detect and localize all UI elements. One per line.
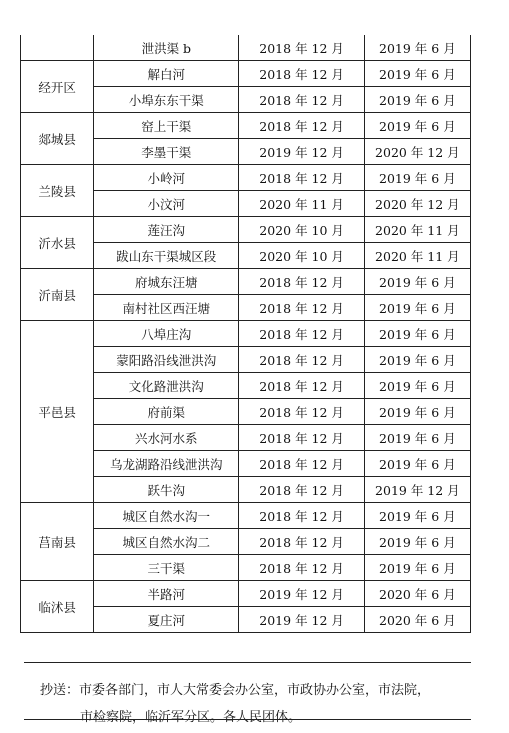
end-date-cell: 2019 年 6 月 (364, 373, 470, 399)
county-cell: 临沭县 (21, 581, 94, 633)
end-date-cell: 2019 年 12 月 (364, 477, 470, 503)
end-date-cell: 2019 年 6 月 (364, 347, 470, 373)
start-date-cell: 2018 年 12 月 (239, 451, 364, 477)
start-date-cell: 2018 年 12 月 (239, 321, 364, 347)
table-row (21, 217, 471, 243)
county-cell: 平邑县 (21, 321, 94, 503)
end-date-cell: 2020 年 11 月 (364, 243, 470, 269)
end-date-cell: 2019 年 6 月 (364, 529, 470, 555)
channel-cell: 夏庄河 (94, 607, 239, 633)
footer-bottom-rule (24, 719, 471, 720)
county-cell (21, 35, 94, 61)
channel-cell: 蒙阳路沿线泄洪沟 (94, 347, 239, 373)
end-date-cell: 2020 年 12 月 (364, 139, 470, 165)
start-date-cell: 2018 年 12 月 (239, 295, 364, 321)
channel-cell: 半路河 (94, 581, 239, 607)
end-date-cell: 2019 年 6 月 (364, 503, 470, 529)
start-date-cell: 2018 年 12 月 (239, 477, 364, 503)
end-date-cell: 2020 年 11 月 (364, 217, 470, 243)
table-row (21, 581, 471, 607)
channel-cell: 李墨干渠 (94, 139, 239, 165)
table-row (21, 35, 471, 61)
end-date-cell: 2019 年 6 月 (364, 269, 470, 295)
table-row (21, 269, 471, 295)
start-date-cell: 2020 年 10 月 (239, 217, 364, 243)
end-date-cell: 2019 年 6 月 (364, 399, 470, 425)
end-date-cell: 2020 年 12 月 (364, 191, 470, 217)
county-cell: 兰陵县 (21, 165, 94, 217)
channel-cell: 府前渠 (94, 399, 239, 425)
end-date-cell: 2019 年 6 月 (364, 35, 470, 61)
start-date-cell: 2018 年 12 月 (239, 425, 364, 451)
channel-cell: 窑上干渠 (94, 113, 239, 139)
end-date-cell: 2019 年 6 月 (364, 61, 470, 87)
county-cell: 沂南县 (21, 269, 94, 321)
channel-cell: 文化路泄洪沟 (94, 373, 239, 399)
end-date-cell: 2019 年 6 月 (364, 87, 470, 113)
start-date-cell: 2018 年 12 月 (239, 347, 364, 373)
county-cell: 郯城县 (21, 113, 94, 165)
end-date-cell: 2019 年 6 月 (364, 451, 470, 477)
channel-cell: 小埠东东干渠 (94, 87, 239, 113)
start-date-cell: 2018 年 12 月 (239, 503, 364, 529)
start-date-cell: 2018 年 12 月 (239, 399, 364, 425)
channel-cell: 乌龙湖路沿线泄洪沟 (94, 451, 239, 477)
start-date-cell: 2020 年 11 月 (239, 191, 364, 217)
end-date-cell: 2019 年 6 月 (364, 321, 470, 347)
table-row (21, 503, 471, 529)
end-date-cell: 2019 年 6 月 (364, 165, 470, 191)
county-cell: 沂水县 (21, 217, 94, 269)
start-date-cell: 2018 年 12 月 (239, 35, 364, 61)
footer-top-rule (24, 662, 471, 663)
start-date-cell: 2019 年 12 月 (239, 607, 364, 633)
channel-cell: 八埠庄沟 (94, 321, 239, 347)
start-date-cell: 2019 年 12 月 (239, 139, 364, 165)
start-date-cell: 2018 年 12 月 (239, 113, 364, 139)
channel-cell: 跃牛沟 (94, 477, 239, 503)
channel-cell: 小岭河 (94, 165, 239, 191)
end-date-cell: 2019 年 6 月 (364, 113, 470, 139)
end-date-cell: 2020 年 6 月 (364, 581, 470, 607)
cc-line-1: 抄送：市委各部门，市人大常委会办公室，市政协办公室，市法院， (40, 683, 431, 698)
start-date-cell: 2018 年 12 月 (239, 61, 364, 87)
start-date-cell: 2020 年 10 月 (239, 243, 364, 269)
end-date-cell: 2019 年 6 月 (364, 295, 470, 321)
start-date-cell: 2018 年 12 月 (239, 373, 364, 399)
channel-cell: 三干渠 (94, 555, 239, 581)
start-date-cell: 2018 年 12 月 (239, 165, 364, 191)
start-date-cell: 2018 年 12 月 (239, 555, 364, 581)
table-row (21, 113, 471, 139)
table-row (21, 61, 471, 87)
channel-cell: 府城东汪塘 (94, 269, 239, 295)
channel-cell: 莲汪沟 (94, 217, 239, 243)
start-date-cell: 2018 年 12 月 (239, 87, 364, 113)
channel-cell: 解白河 (94, 61, 239, 87)
cc-line-2: 市检察院，临沂军分区。各人民团体。 (80, 710, 302, 725)
channel-cell: 南村社区西汪塘 (94, 295, 239, 321)
channel-cell: 城区自然水沟二 (94, 529, 239, 555)
start-date-cell: 2018 年 12 月 (239, 529, 364, 555)
channel-cell: 跋山东干渠城区段 (94, 243, 239, 269)
rectification-table (20, 35, 471, 633)
end-date-cell: 2019 年 6 月 (364, 555, 470, 581)
table-row (21, 165, 471, 191)
channel-cell: 小汶河 (94, 191, 239, 217)
table-row (21, 321, 471, 347)
channel-cell: 泄洪渠 b (94, 35, 239, 61)
channel-cell: 兴水河水系 (94, 425, 239, 451)
start-date-cell: 2018 年 12 月 (239, 269, 364, 295)
end-date-cell: 2020 年 6 月 (364, 607, 470, 633)
county-cell: 经开区 (21, 61, 94, 113)
channel-cell: 城区自然水沟一 (94, 503, 239, 529)
county-cell: 莒南县 (21, 503, 94, 581)
table-grid (20, 35, 471, 633)
start-date-cell: 2019 年 12 月 (239, 581, 364, 607)
end-date-cell: 2019 年 6 月 (364, 425, 470, 451)
